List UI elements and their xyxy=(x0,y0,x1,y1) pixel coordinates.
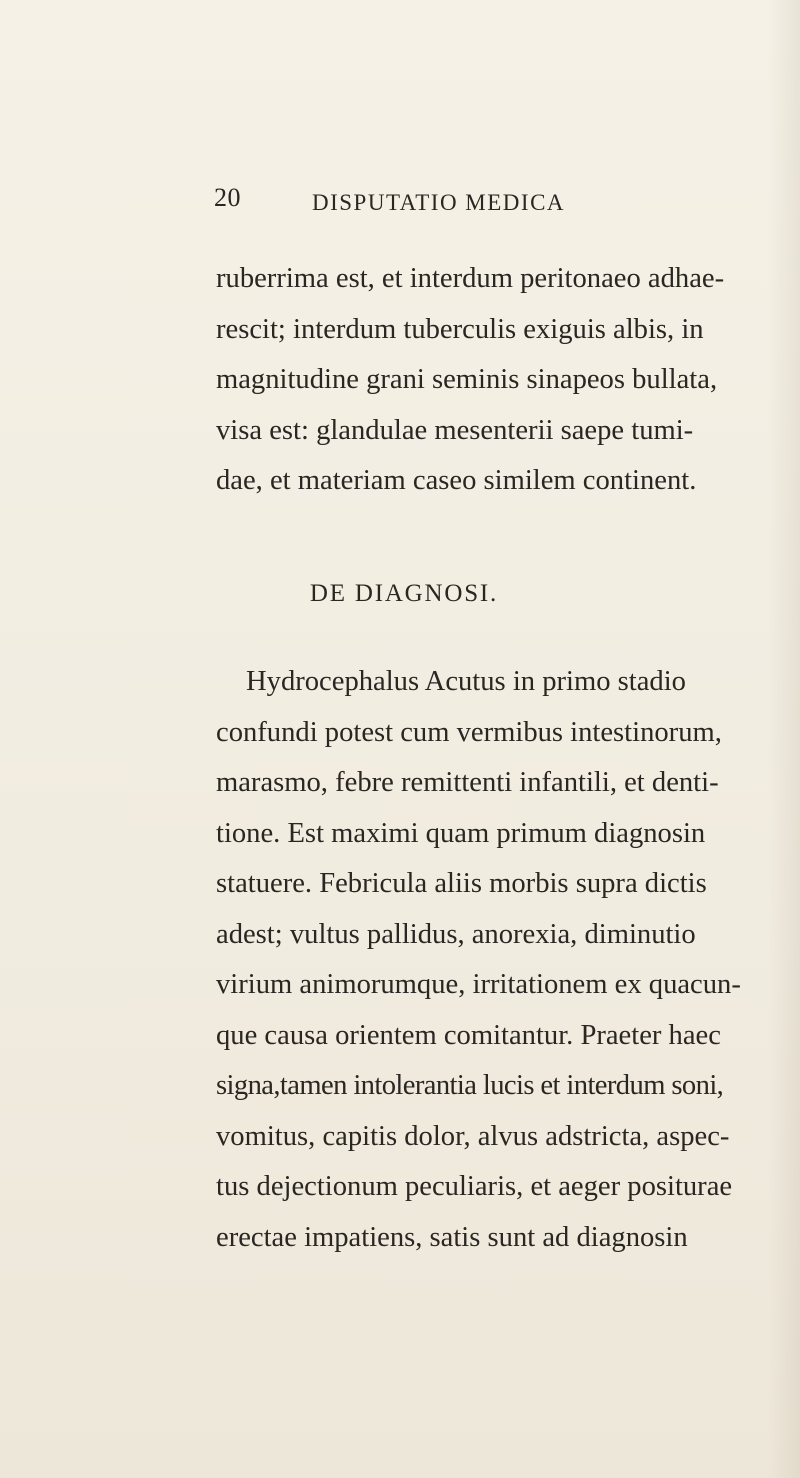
text-line: dae, et materiam caseo similem continent. xyxy=(216,465,697,496)
paragraph-1 xyxy=(216,254,725,507)
text-line: signa,tamen intolerantia lucis et interdum soni, xyxy=(216,1070,724,1101)
text-line: tus dejectionum peculiaris, et aeger positurae xyxy=(216,1171,733,1202)
page-number: 20 xyxy=(214,183,241,212)
text-line: tione. Est maximi quam primum diagnosin xyxy=(216,817,706,849)
text-line: que causa orientem comitantur. Praeter haec xyxy=(216,1019,721,1051)
text-line: rescit; interdum tuberculis exiguis albis, in xyxy=(216,313,704,345)
section-heading: DE DIAGNOSI. xyxy=(309,580,499,607)
text-line: statuere. Febricula aliis morbis supra dictis xyxy=(216,868,707,899)
text-line: erectae impatiens, satis sunt ad diagnosin xyxy=(216,1221,688,1253)
text-line: visa est: glandulae mesenterii saepe tumi- xyxy=(216,414,694,446)
text-line: Hydrocephalus Acutus in primo stadio xyxy=(246,666,686,697)
paragraph-2 xyxy=(216,657,741,1263)
text-line: adest; vultus pallidus, anorexia, diminutio xyxy=(216,918,696,950)
text-line: confundi potest cum vermibus intestinorum, xyxy=(216,716,722,748)
text-line: ruberrima est, et interdum peritonaeo adhae- xyxy=(216,263,725,294)
text-line: magnitudine grani seminis sinapeos bullata, xyxy=(216,364,718,395)
running-head: DISPUTATIO MEDICA xyxy=(312,190,566,215)
text-line: vomitus, capitis dolor, alvus adstricta, aspec- xyxy=(216,1120,730,1152)
text-line: virium animorumque, irritationem ex quacun- xyxy=(216,969,741,1000)
text-line: marasmo, febre remittenti infantili, et denti- xyxy=(216,767,719,798)
